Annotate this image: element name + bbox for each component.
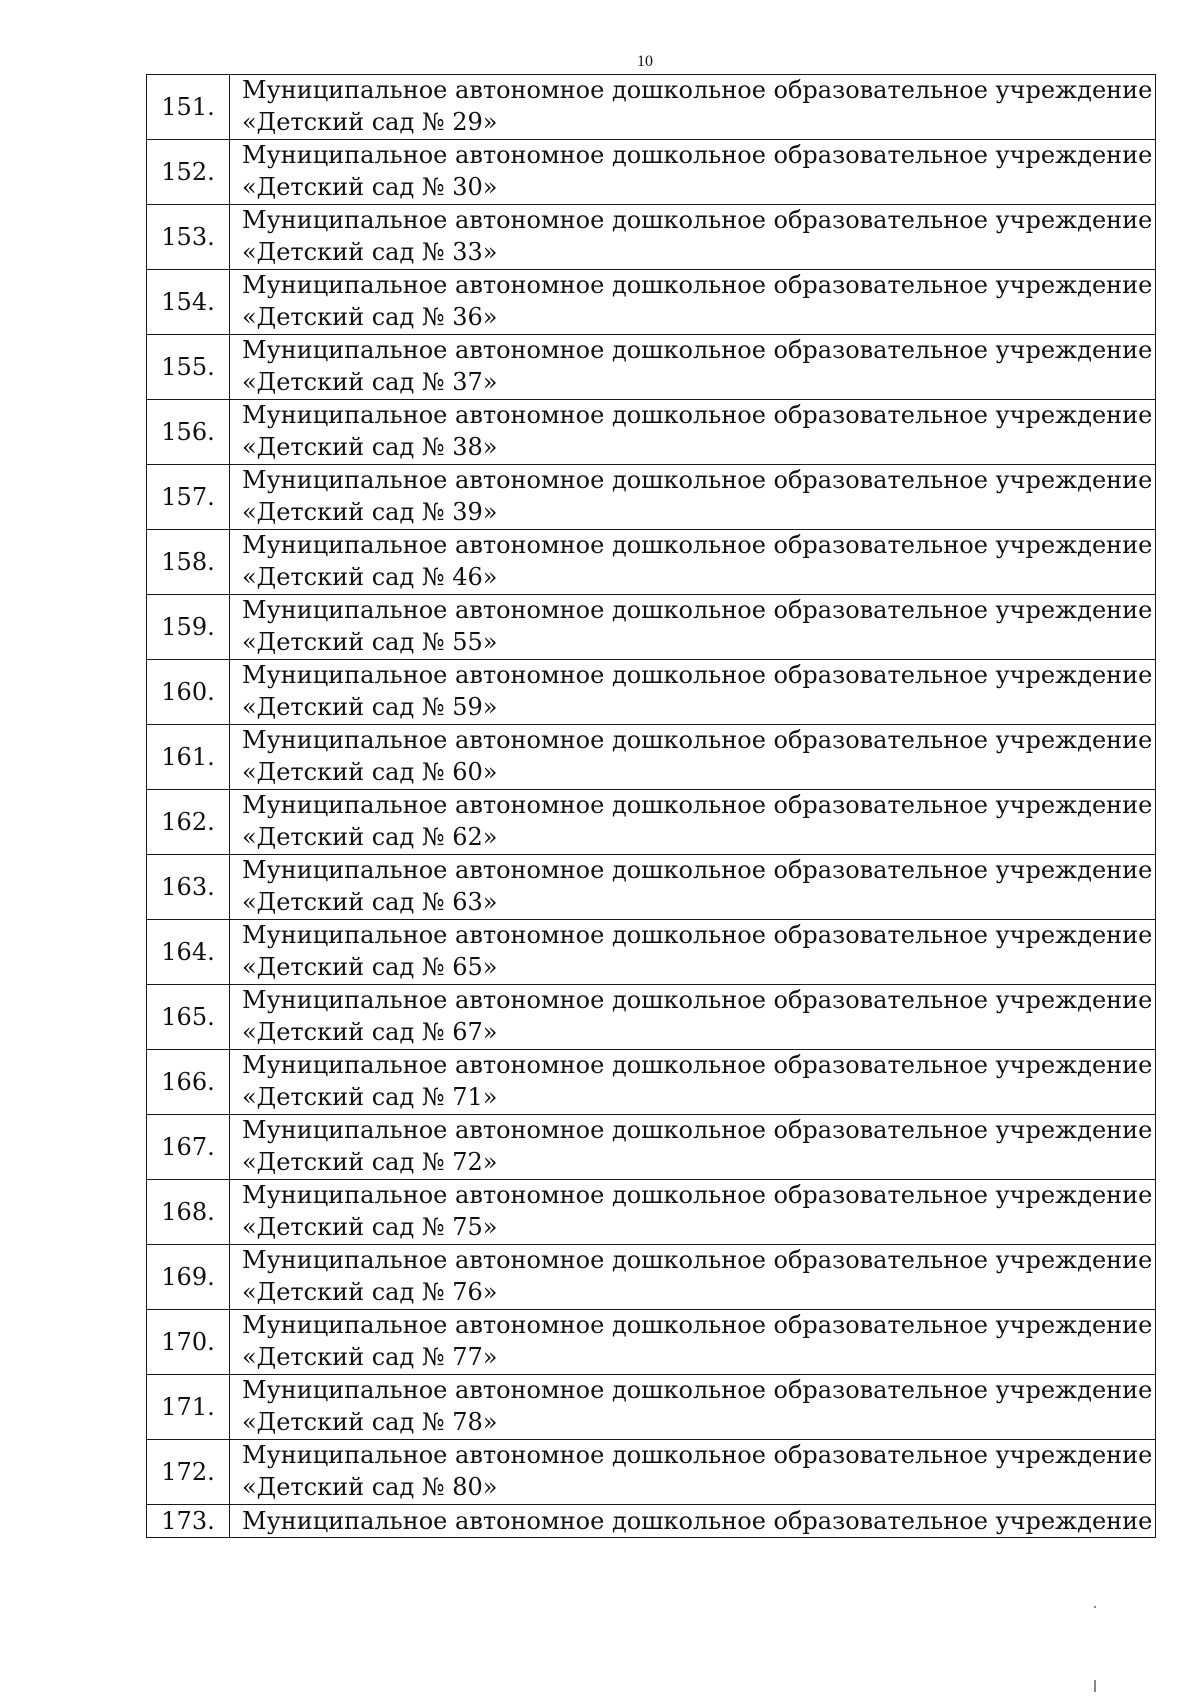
institution-type: Муниципальное автономное дошкольное образовательное учреждение: [242, 336, 1153, 364]
institution-type: Муниципальное автономное дошкольное образовательное учреждение: [242, 661, 1153, 689]
row-number: 166.: [147, 1050, 230, 1115]
row-number: 157.: [147, 465, 230, 530]
table-body: [147, 75, 1156, 1538]
institution-name-cell: [230, 790, 1156, 855]
row-number: 172.: [147, 1440, 230, 1505]
table-row: [147, 335, 1156, 400]
institution-type: Муниципальное автономное дошкольное образовательное учреждение: [242, 271, 1153, 299]
institution-type: Муниципальное автономное дошкольное образовательное учреждение: [242, 1311, 1153, 1339]
row-number: 168.: [147, 1180, 230, 1245]
row-number: 152.: [147, 140, 230, 205]
row-number: 153.: [147, 205, 230, 270]
scan-speck: [1094, 1680, 1096, 1692]
table-row: [147, 725, 1156, 790]
institution-name-cell: [230, 335, 1156, 400]
institution-type: Муниципальное автономное дошкольное образовательное учреждение: [242, 791, 1153, 819]
institution-name: «Детский сад № 55»: [242, 628, 498, 656]
row-number: 164.: [147, 920, 230, 985]
row-number: 154.: [147, 270, 230, 335]
institution-name-cell: [230, 920, 1156, 985]
institution-name: «Детский сад № 38»: [242, 433, 498, 461]
table-row: [147, 270, 1156, 335]
institution-type: Муниципальное автономное дошкольное образовательное учреждение: [242, 531, 1153, 559]
row-number: 173.: [147, 1505, 230, 1538]
table-row: [147, 920, 1156, 985]
institution-type: Муниципальное автономное дошкольное образовательное учреждение: [242, 76, 1153, 104]
institution-type: Муниципальное автономное дошкольное образовательное учреждение: [242, 596, 1153, 624]
table-row: [147, 1245, 1156, 1310]
institution-type: Муниципальное автономное дошкольное образовательное учреждение: [242, 856, 1153, 884]
table-row: [147, 1310, 1156, 1375]
institution-name-cell: [230, 400, 1156, 465]
institution-name: «Детский сад № 80»: [242, 1473, 498, 1501]
institution-name: «Детский сад № 75»: [242, 1213, 498, 1241]
institution-type: Муниципальное автономное дошкольное образовательное учреждение: [242, 921, 1153, 949]
institution-name-cell: [230, 530, 1156, 595]
table-row: [147, 465, 1156, 530]
row-number: 165.: [147, 985, 230, 1050]
table-row: [147, 1505, 1156, 1538]
institution-name: «Детский сад № 77»: [242, 1343, 498, 1371]
institution-name-cell: [230, 270, 1156, 335]
page-number: 10: [637, 53, 653, 70]
institution-name: «Детский сад № 36»: [242, 303, 498, 331]
row-number: 155.: [147, 335, 230, 400]
institution-name-cell: [230, 1505, 1156, 1538]
institution-type: Муниципальное автономное дошкольное образовательное учреждение: [242, 1051, 1153, 1079]
table-row: [147, 790, 1156, 855]
table-row: [147, 140, 1156, 205]
institution-name-cell: [230, 855, 1156, 920]
institution-name: «Детский сад № 67»: [242, 1018, 498, 1046]
institution-table: [146, 74, 1156, 1538]
institution-name: «Детский сад № 33»: [242, 238, 498, 266]
institution-type: Муниципальное автономное дошкольное образовательное учреждение: [242, 466, 1153, 494]
institution-name: «Детский сад № 30»: [242, 173, 498, 201]
row-number: 169.: [147, 1245, 230, 1310]
institution-type: Муниципальное автономное дошкольное образовательное учреждение: [242, 141, 1153, 169]
institution-name: «Детский сад № 78»: [242, 1408, 498, 1436]
institution-name: «Детский сад № 60»: [242, 758, 498, 786]
institution-name: «Детский сад № 62»: [242, 823, 498, 851]
institution-type: Муниципальное автономное дошкольное образовательное учреждение: [242, 1376, 1153, 1404]
row-number: 151.: [147, 75, 230, 140]
institution-name-cell: [230, 205, 1156, 270]
institution-name-cell: [230, 660, 1156, 725]
row-number: 162.: [147, 790, 230, 855]
institution-name: «Детский сад № 39»: [242, 498, 498, 526]
institution-name-cell: [230, 1180, 1156, 1245]
institution-name: «Детский сад № 37»: [242, 368, 498, 396]
row-number: 160.: [147, 660, 230, 725]
institution-name-cell: [230, 1115, 1156, 1180]
institution-type: Муниципальное автономное дошкольное образовательное учреждение: [242, 986, 1153, 1014]
institution-type: Муниципальное автономное дошкольное образовательное учреждение: [242, 1116, 1153, 1144]
institution-name-cell: [230, 1245, 1156, 1310]
institution-name-cell: [230, 1375, 1156, 1440]
institution-name-cell: [230, 1440, 1156, 1505]
institution-name-cell: [230, 1050, 1156, 1115]
table-row: [147, 660, 1156, 725]
institution-name: «Детский сад № 29»: [242, 108, 498, 136]
row-number: 170.: [147, 1310, 230, 1375]
institution-name-cell: [230, 595, 1156, 660]
institution-type: Муниципальное автономное дошкольное образовательное учреждение: [242, 1441, 1153, 1469]
institution-type: Муниципальное автономное дошкольное образовательное учреждение: [242, 1246, 1153, 1274]
scan-speck: [1094, 1606, 1096, 1608]
institution-name-cell: [230, 465, 1156, 530]
row-number: 171.: [147, 1375, 230, 1440]
institution-name: «Детский сад № 76»: [242, 1278, 498, 1306]
row-number: 161.: [147, 725, 230, 790]
institution-name: «Детский сад № 46»: [242, 563, 498, 591]
institution-type: Муниципальное автономное дошкольное образовательное учреждение: [242, 726, 1153, 754]
institution-name: «Детский сад № 72»: [242, 1148, 498, 1176]
institution-name-cell: [230, 1310, 1156, 1375]
institution-name-cell: [230, 140, 1156, 205]
institution-name-cell: [230, 75, 1156, 140]
table-row: [147, 1375, 1156, 1440]
institution-name: «Детский сад № 65»: [242, 953, 498, 981]
institution-name: «Детский сад № 71»: [242, 1083, 498, 1111]
table-row: [147, 400, 1156, 465]
institution-name: «Детский сад № 59»: [242, 693, 498, 721]
table-row: [147, 595, 1156, 660]
table-row: [147, 1440, 1156, 1505]
institution-name: «Детский сад № 63»: [242, 888, 498, 916]
institution-type: Муниципальное автономное дошкольное образовательное учреждение: [242, 1507, 1153, 1535]
row-number: 159.: [147, 595, 230, 660]
table-row: [147, 530, 1156, 595]
institution-type: Муниципальное автономное дошкольное образовательное учреждение: [242, 401, 1153, 429]
table-row: [147, 1050, 1156, 1115]
institution-type: Муниципальное автономное дошкольное образовательное учреждение: [242, 1181, 1153, 1209]
table-row: [147, 205, 1156, 270]
table-row: [147, 75, 1156, 140]
row-number: 156.: [147, 400, 230, 465]
institution-name-cell: [230, 985, 1156, 1050]
table-row: [147, 1180, 1156, 1245]
table-row: [147, 855, 1156, 920]
table-row: [147, 1115, 1156, 1180]
row-number: 158.: [147, 530, 230, 595]
institution-name-cell: [230, 725, 1156, 790]
institution-type: Муниципальное автономное дошкольное образовательное учреждение: [242, 206, 1153, 234]
table-row: [147, 985, 1156, 1050]
row-number: 163.: [147, 855, 230, 920]
row-number: 167.: [147, 1115, 230, 1180]
